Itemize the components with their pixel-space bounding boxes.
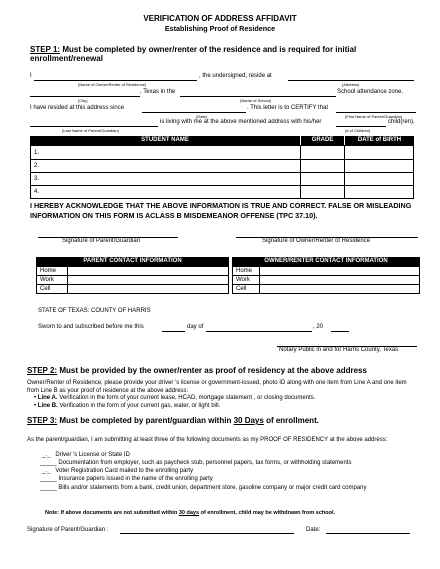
parent-contact-header: PARENT CONTACT INFORMATION [36,257,229,266]
caption-last-name: (Last Name of Parent/Guardian) [62,128,119,133]
dob-cell-3[interactable] [344,172,414,186]
parent-signature-label: Signature of Parent/Guardian [62,238,141,244]
student-row-3[interactable]: 3. [30,172,301,186]
sworn-year-field[interactable] [331,331,349,332]
doc-item-2-text: Documentation from employer, such as paycheck stub, personnel papers, tax forms, or withholding statements [58,460,352,466]
line1-prefix: I [30,73,32,79]
parent-home-label: Home [36,266,68,276]
line-b-label: Line B. [37,403,58,409]
student-row-2[interactable]: 2. [30,159,301,173]
grade-cell-3[interactable] [300,172,345,186]
step3-text-after: of enrollment. [266,416,319,425]
note-after: of enrollment, child may be withdrawn from school. [200,510,336,516]
step1-heading [30,45,420,63]
caption-city: (City) [78,98,88,103]
caption-owner-name: (Name of Owner/Renter of Residence) [78,82,147,87]
grade-cell-2[interactable] [300,159,345,173]
step2-label: STEP 2: [27,366,58,375]
caption-school: (Name of School) [240,98,272,103]
caption-first-name: (First Name of Parent/Guardian) [345,114,403,119]
line2-zone: School attendance zone. [337,89,404,95]
parent-first-name-field[interactable] [336,112,416,113]
step3-days: 30 Days [233,416,264,425]
parent-cell-label: Cell [36,284,68,294]
children-count-field[interactable] [336,126,386,127]
doc-item-1-text: Driver 's License or State ID [55,452,130,458]
sworn-day-field[interactable] [162,331,185,332]
doc-item-3-checkbox[interactable]: _._ [42,468,51,474]
step3-body: As the parent/guardian, I am submitting at least three of the following documents as my PROOF OF RESIDENCY at the above address: [27,437,388,443]
doc-item-5-text: Bills and/or statements from a bank, credit union, department store, gasoline company or major credit card company [58,485,367,491]
owner-signature-label: Signature of Owner/Renter of Residence [262,238,371,244]
step1-text: Must be completed by owner/renter of the residence and is required for initial enrollment/renewal [30,45,357,63]
sworn-year-label: , 20 [313,324,324,330]
notary-label: Notary Public in and for Harris County, Texas [279,347,399,353]
page-title: VERIFICATION OF ADDRESS AFFIDAVIT [143,14,297,23]
owner-name-field[interactable] [34,80,197,81]
owner-home-label: Home [232,266,260,276]
student-row-4[interactable]: 4. [30,185,301,199]
doc-item-3-text: Voter Registration Card mailed to the enrolling party [55,468,194,474]
sworn-day-of: day of [187,324,204,330]
step2-text: Must be provided by the owner/renter as proof of residency at the above address [59,366,367,375]
doc-item-3 [42,468,193,475]
grade-cell-1[interactable] [300,145,345,160]
page-subtitle: Establishing Proof of Residence [164,24,276,33]
owner-cell-label: Cell [232,284,260,294]
doc-item-2-checkbox[interactable]: _____ [40,460,57,466]
owner-work-label: Work [232,275,260,285]
grade-header: GRADE [301,136,344,145]
step2-heading [27,366,367,375]
owner-contact-header: OWNER/RENTER CONTACT INFORMATION [232,257,420,266]
dob-cell-2[interactable] [344,159,414,173]
withdrawal-note [45,510,335,517]
sworn-month-field[interactable] [206,331,312,332]
since-date-field[interactable] [142,112,246,113]
doc-item-1-checkbox[interactable]: _._ [42,452,51,458]
footer-date-label: Date: [306,527,321,533]
doc-item-2 [40,460,352,467]
student-row-1[interactable]: 1. [30,145,301,160]
step2-body: Owner/Renter of Residence, please provide your driver 's license or government-issued, photo ID along with one item from Line A and one item from Line B as your proof of residence at the above address: [27,380,407,394]
line3-mid: . This letter is to CERTIFY that [247,105,329,111]
line-a: • Line A. Verification in the form of your current lease, HCAD, mortgage statement , or closing documents. [34,395,316,401]
state-county-text: STATE OF TEXAS: COUNTY OF HARRIS [38,308,151,314]
parent-cell-field[interactable] [67,284,229,294]
doc-item-1 [42,452,130,459]
footer-signature-field[interactable] [120,533,294,534]
line-a-text: Verification in the form of your current lease, HCAD, mortgage statement , or closing documents. [59,395,316,401]
footer-signature-label: Signature of Parent/Guardian : [27,527,109,533]
grade-cell-4[interactable] [300,185,345,199]
line-b-text: Verification in the form of your current gas, water, or light bill. [59,403,221,409]
step3-label: STEP 3: [27,416,58,425]
caption-address: (Address) [342,82,360,87]
parent-last-name-field[interactable] [30,126,158,127]
line4-mid: is living with me at the above mentioned address with his/her [160,119,322,125]
doc-item-4 [40,476,213,483]
step3-text-before: Must be completed by parent/guardian within [59,416,232,425]
owner-cell-field[interactable] [259,284,420,294]
doc-item-4-text: Insurance papers issued in the name of the enrolling party [58,476,213,482]
caption-date: (Date) [196,114,208,119]
doc-item-4-checkbox[interactable]: _____ [40,476,57,482]
school-field[interactable] [180,96,336,97]
line3-prefix: I have resided at this address since [30,105,125,111]
parent-work-label: Work [36,275,68,285]
acknowledgement-text: I HEREBY ACKNOWLEDGE THAT THE ABOVE INFORMATION IS TRUE AND CORRECT. FALSE OR MISLEADING INFORMATION ON THIS FORM IS ACLASS B MISDEMEANOR OFFENSE (TPC 37.10). [30,201,412,220]
line4-end: child(ren). [388,119,415,125]
note-before: Note: If above documents are not submitted within [45,510,178,516]
footer-date-field[interactable] [326,533,410,534]
dob-cell-4[interactable] [344,185,414,199]
city-field[interactable] [30,96,140,97]
dob-cell-1[interactable] [344,145,414,160]
sworn-prefix: Sworn to and subscribed before me this [38,324,144,330]
line-b: • Line B. Verification in the form of your current gas, water, or light bill. [34,403,221,409]
dob-header: DATE of BIRTH [345,136,414,145]
note-days: 30 days [178,510,200,516]
doc-item-5-checkbox[interactable]: _____ [40,485,57,491]
address-field[interactable] [288,80,414,81]
line-a-label: Line A. [37,395,58,401]
doc-item-5 [40,484,370,492]
step3-heading [27,416,319,425]
step1-label: STEP 1: [30,45,61,54]
line1-mid: , the undersigned, reside at [199,73,272,79]
line2-texas: , Texas in the [140,89,176,95]
caption-num-children: (# of Children) [345,128,371,133]
student-name-header: STUDENT NAME [30,136,300,145]
